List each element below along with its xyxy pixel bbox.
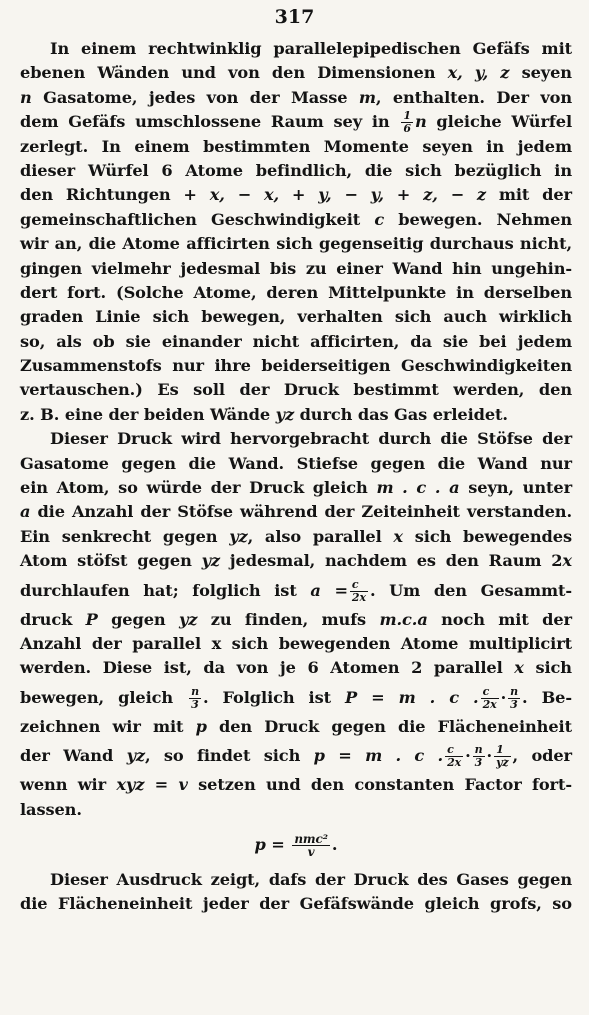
text-line: Gasatome gegen die Wand. Stiefse gegen die Wand nur — [20, 453, 572, 473]
text-line: Atom stöfst gegen yz jedesmal, nachdem es den Raum 2x — [20, 551, 572, 571]
fraction-one-sixth: $\frac{1}{6}$ — [403, 109, 411, 136]
text-line: gingen vielmehr jedesmal bis zu einer Wand hin ungehin- — [20, 258, 572, 278]
text-line: In einem rechtwinklig parallelepipedischen Gefäfs mit — [50, 39, 572, 58]
text-line: graden Linie sich bewegen, verhalten sich auch wirklich — [20, 307, 572, 327]
text-line: zeichnen wir mit p den Druck gegen die Flächeneinheit — [20, 716, 572, 736]
text-line: werden. Diese ist, da von je 6 Atomen 2 parallel x sich — [20, 658, 572, 678]
text-line: Ein senkrecht gegen yz, also parallel x sich bewegendes — [20, 526, 572, 546]
text-line: den Richtungen + x, − x, + y, − y, + z, − z mit der — [20, 185, 572, 205]
text-line: wir an, die Atome afficirten sich gegenseitig durchaus nicht, — [20, 234, 572, 254]
text-line: dieser Würfel 6 Atome befindlich, die sich bezüglich in — [20, 160, 572, 180]
text-line: Dieser Ausdruck zeigt, dafs der Druck des Gases gegen — [50, 869, 572, 889]
text-line: dem Gefäfs umschlossene Raum sey in $\frac{1}{6}$ n gleiche Würfel — [20, 109, 573, 136]
text-line: dert fort. (Solche Atome, deren Mittelpunkte in derselben — [20, 282, 572, 302]
fraction-nmc2-over-v: $\frac{\text{nmc²}}{v}$ — [294, 831, 328, 859]
text-line: z. B. eine der beiden Wände yz durch das Gas erleidet. — [20, 404, 508, 424]
text-line: Anzahl der parallel x sich bewegenden Atome multiplicirt — [20, 633, 572, 653]
text-line: lassen. — [20, 799, 82, 819]
text-line: Zusammenstofs nur ihre beiderseitigen Geschwindigkeiten — [20, 356, 572, 376]
text-line: zerlegt. In einem bestimmten Momente seyen in jedem — [20, 136, 572, 156]
body-text — [20, 37, 572, 917]
text-line: vertauschen.) Es soll der Druck bestimmt werden, den — [20, 380, 572, 400]
text-line: durchlaufen hat; folglich ist a = $\frac{c}{2x}$ . Um den Gesammt- — [20, 577, 572, 604]
text-line: ebenen Wänden und von den Dimensionen x, y, z seyen — [20, 63, 572, 83]
display-formula: p = $\frac{\text{nmc²}}{v}$ . — [254, 831, 338, 859]
text-line: ein Atom, so würde der Druck gleich m . c . a seyn, unter — [20, 478, 573, 498]
fraction-n-over-3: $\frac{n}{3}$ — [474, 743, 483, 770]
text-line: gemeinschaftlichen Geschwindigkeit c bewegen. Nehmen — [20, 209, 572, 229]
fraction-n-over-3: $\frac{n}{3}$ — [191, 684, 199, 711]
page-number: 317 — [274, 6, 315, 28]
text-line: a die Anzahl der Stöfse während der Zeiteinheit verstanden. — [20, 502, 572, 522]
text-line: Dieser Druck wird hervorgebracht durch die Stöfse der — [50, 429, 572, 449]
text-line: wenn wir xyz = v setzen und den constanten Factor fort- — [20, 775, 572, 795]
fraction-n-over-3: $\frac{n}{3}$ — [510, 684, 519, 711]
text-line: druck P gegen yz zu finden, mufs m.c.a noch mit der — [20, 609, 572, 629]
text-line: der Wand yz, so findet sich p = m . c . $\frac{c}{2x}$ · $\frac{n}{3}$ · $\frac{1}{yz}$ , oder — [20, 743, 572, 770]
text-line: bewegen, gleich $\frac{n}{3}$ . Folglich ist P = m . c . $\frac{c}{2x}$ · $\frac{n}{3}$ . Be- — [20, 684, 572, 711]
fraction-1-over-yz: $\frac{1}{yz}$ — [496, 743, 509, 770]
fraction-c-over-2x: $\frac{c}{2x}$ — [351, 577, 366, 604]
text-line: die Flächeneinheit jeder der Gefäfswände gleich grofs, so — [20, 894, 572, 914]
text-line: so, als ob sie einander nicht afficirten, da sie bei jedem — [20, 331, 572, 351]
fraction-c-over-2x: $\frac{c}{2x}$ — [482, 684, 497, 711]
fraction-c-over-2x: $\frac{c}{2x}$ — [447, 743, 462, 770]
text-line: n Gasatome, jedes von der Masse m, enthalten. Der von — [20, 87, 573, 107]
